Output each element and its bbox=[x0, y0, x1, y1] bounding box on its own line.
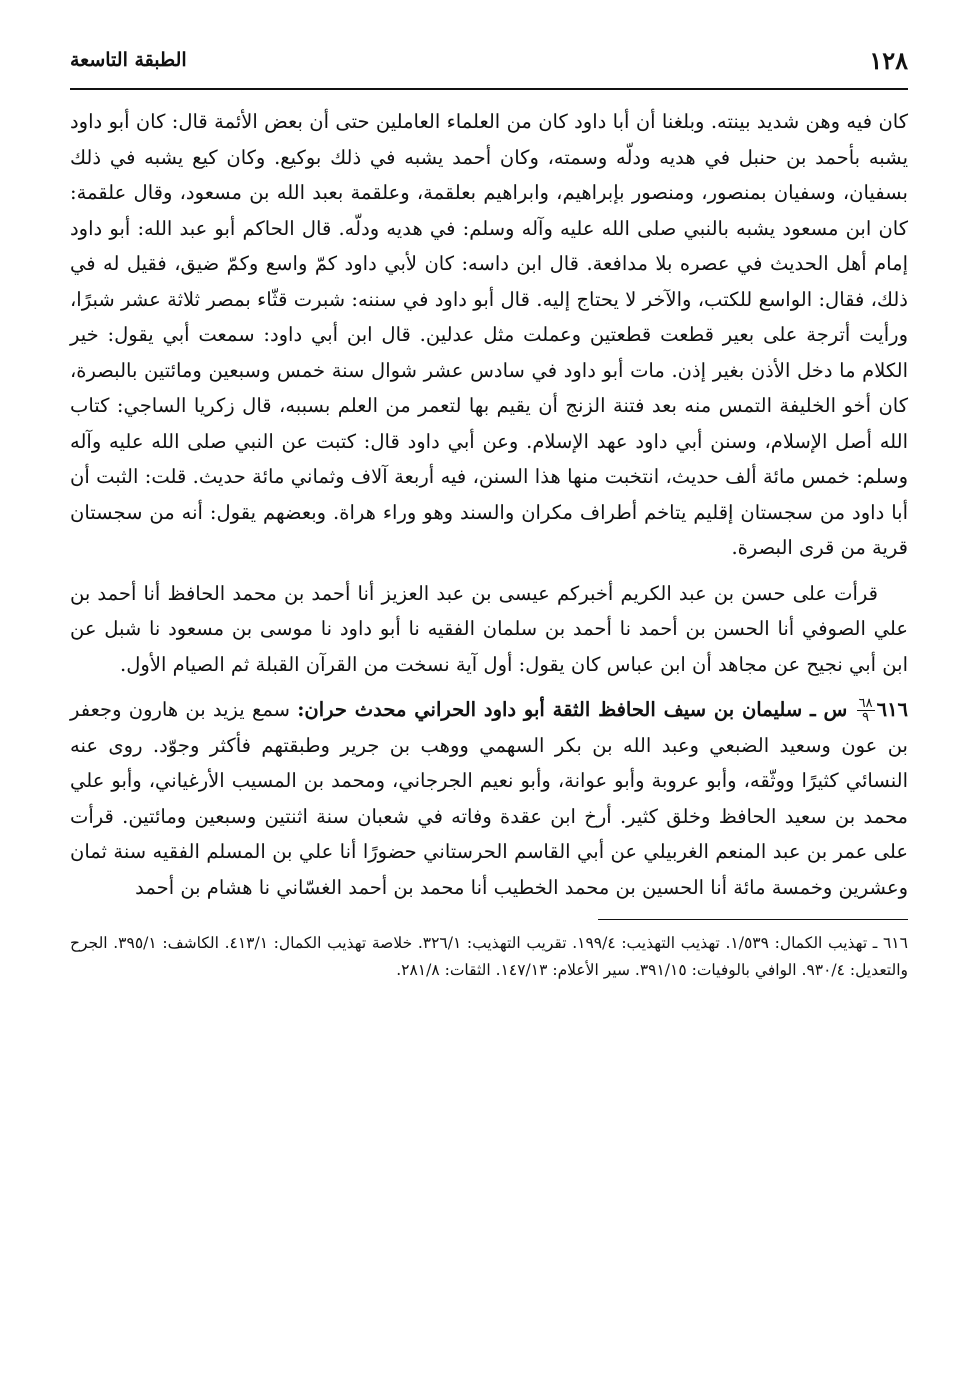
entry-text: سمع يزيد بن هارون وجعفر بن عون وسعيد الضبعي وعبد الله بن بكر السهمي ووهب بن جرير وطبقتهم فأكثر وجوّد. روى عنه النسائي كثيرًا ووثّقه، وأبو عروبة وأبو عوانة، وأبو نعيم الجرجاني، ومحمد بن المسيب الأرغياني، وأبو علي محمد بن سعيد الحافظ وخلق كثير. أرخ ابن عقدة وفاته في شعبان سنة اثنتين وسبعين ومائتين. قرأت على عمر بن عبد المنعم الغربيلي عن أبي القاسم الحرستاني حضورًا أنا علي بن المسلم الفقيه سنة ثمان وعشرين وخمسة مائة أنا الحسين بن محمد الخطيب أنا محمد بن أحمد الغسّاني نا هشام بن أحمد bbox=[70, 698, 908, 899]
entry-heading: س ـ سليمان بن سيف الحافظ الثقة أبو داود الحراني محدث حران: bbox=[297, 698, 848, 721]
fraction-top: ٦٨ bbox=[858, 696, 873, 711]
footnote-rule bbox=[598, 919, 908, 920]
entry-number: ٦١٦ bbox=[876, 698, 909, 721]
fraction-bottom: ٩ bbox=[862, 710, 870, 725]
footnotes bbox=[70, 930, 908, 984]
book-page bbox=[70, 40, 908, 994]
footnote: ٦١٦ ـ تهذيب الكمال: ١/٥٣٩. تهذيب التهذيب: ١٩٩/٤. تقريب التهذيب: ٣٢٦/١. خلاصة تهذيب الكمال: ٤١٣/١. الكاشف: ٣٩٥/١. الجرح والتعديل: ٩٣٠/٤. الوافي بالوفيات: ٣٩١/١٥. سير الأعلام: ١٤٧/١٣. الثقات: ٢٨١/٨. bbox=[70, 934, 908, 979]
page-header bbox=[70, 40, 908, 80]
main-text bbox=[70, 104, 908, 905]
running-title: الطبقة التاسعة bbox=[70, 49, 187, 71]
biography-entry bbox=[70, 692, 908, 905]
entry-fraction bbox=[857, 697, 875, 724]
page-number: ١٢٨ bbox=[869, 45, 908, 75]
header-rule bbox=[70, 88, 908, 90]
paragraph: كان فيه وهن شديد بينته. وبلغنا أن أبا داود كان من العلماء العاملين حتى أن بعض الأئمة قال: كان أبو داود يشبه بأحمد بن حنبل في هديه ودلّه وسمته، وكان أحمد يشبه في ذلك بوكيع. وكان كيع يشبه في ذلك بسفيان، وسفيان بمنصور، ومنصور بإبراهيم، وابراهيم بعلقمة، وعلقمة بعبد الله بن مسعود، وقال علقمة: كان ابن مسعود يشبه بالنبي صلى الله عليه وآله وسلم: في هديه ودلّه. قال الحاكم أبو عبد الله: أبو داود إمام أهل الحديث في عصره بلا مدافعة. قال ابن داسه: كان لأبي داود كمّ واسع وكمّ ضيق، فقيل له في ذلك، فقال: الواسع للكتب، والآخر لا يحتاج إليه. قال أبو داود في سننه: شبرت قثّاء بمصر ثلاثة عشر شبرًا، ورأيت أترجة على بعير قطعت قطعتين وعملت مثل عدلين. قال ابن أبي داود: سمعت أبي يقول: خير الكلام ما دخل الأذن بغير إذن. مات أبو داود في سادس عشر شوال سنة خمس وسبعين ومائتين بالبصرة، كان أخو الخليفة التمس منه بعد فتنة الزنج أن يقيم بها لتعمر من العلم بسببه، قال زكريا الساجي: كتاب الله أصل الإسلام، وسنن أبي داود عهد الإسلام. وعن أبي داود قال: كتبت عن النبي صلى الله عليه وآله وسلم: خمس مائة ألف حديث، انتخبت منها هذا السنن، فيه أربعة آلاف وثماني مائة حديث. قلت: الثبت أن أبا داود من سجستان إقليم يتاخم أطراف مكران والسند وهو وراء هراة. وبعضهم يقول: أنه من سجستان قرية من قرى البصرة. bbox=[70, 110, 908, 559]
paragraph: قرأت على حسن بن عبد الكريم أخبركم عيسى بن عبد العزيز أنا أحمد بن محمد الحافظ أنا أحمد بن علي الصوفي أنا الحسن بن أحمد نا أحمد بن سلمان الفقيه نا أبو داود نا موسى بن مسعود نا شبل عن ابن أبي نجيح عن مجاهد أن ابن عباس كان يقول: أول آية نسخت من القرآن القبلة ثم الصيام الأول. bbox=[70, 581, 908, 676]
